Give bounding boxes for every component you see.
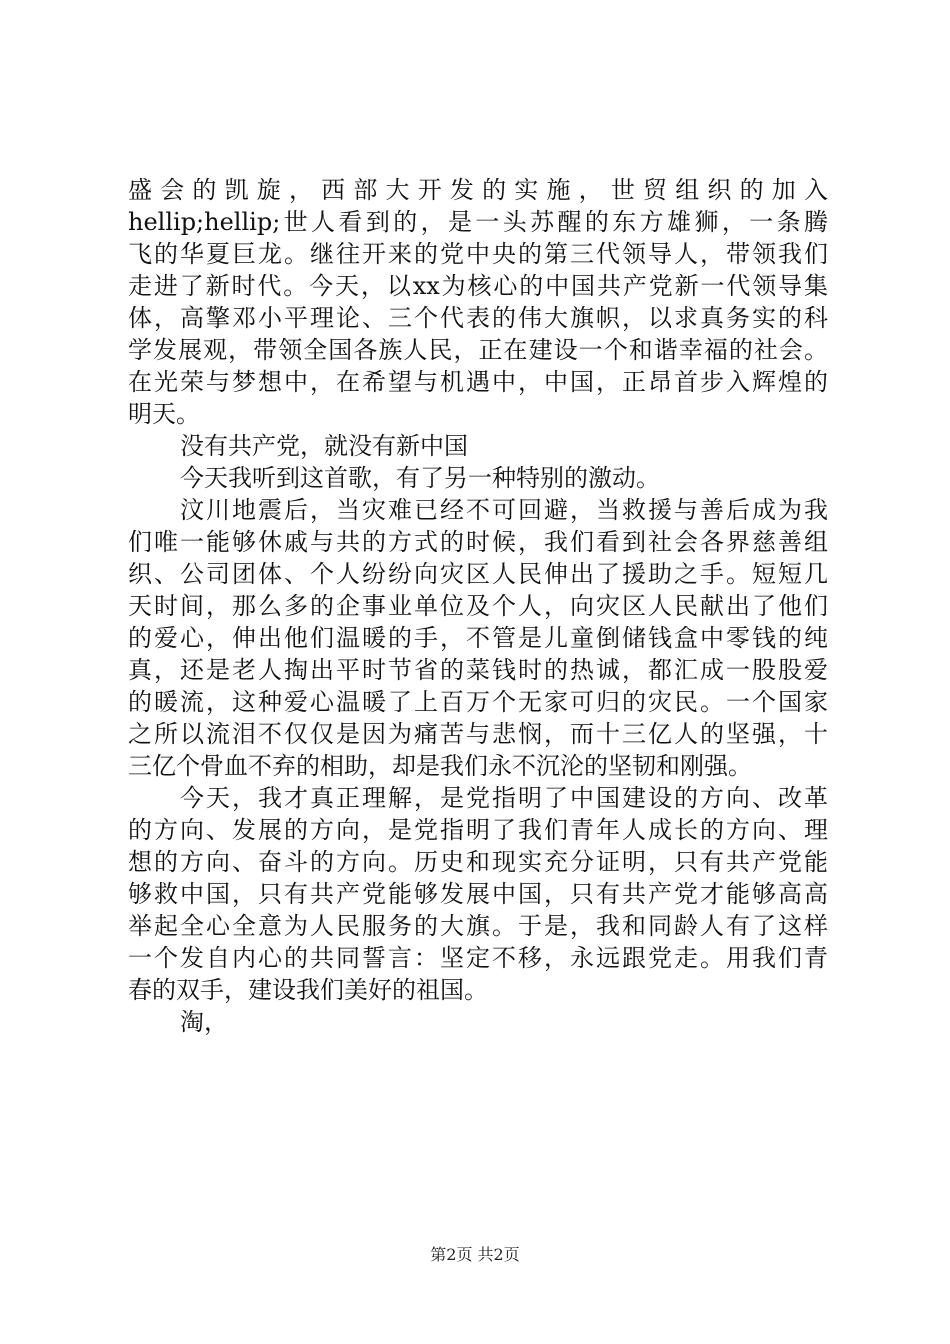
text-line: 想的方向、奋斗的方向。历史和现实充分证明，只有共产党能 <box>128 848 828 876</box>
text-line: 织、公司团体、个人纷纷向灾区人民伸出了援助之手。短短几 <box>128 560 828 588</box>
text-line: 一个发自内心的共同誓言：坚定不移，永远跟党走。用我们青 <box>128 944 828 972</box>
text-line: 的方向、发展的方向，是党指明了我们青年人成长的方向、理 <box>128 816 828 844</box>
text-line: 走进了新时代。今天，以xx为核心的中国共产党新一代领导集 <box>128 272 828 300</box>
text-line: 的爱心，伸出他们温暖的手，不管是儿童倒储钱盒中零钱的纯 <box>128 624 828 652</box>
text-line: hellip;hellip;世人看到的，是一头苏醒的东方雄狮，一条腾 <box>128 208 828 236</box>
text-line: 飞的华夏巨龙。继往开来的党中央的第三代领导人，带领我们 <box>128 240 828 268</box>
document-body <box>128 174 828 1038</box>
text-line: 学发展观，带领全国各族人民，正在建设一个和谐幸福的社会。 <box>128 336 828 364</box>
page-number-label: 第2页 共2页 <box>430 1245 520 1264</box>
text-line: 盛会的凯旋，西部大开发的实施，世贸组织的加入 <box>128 176 828 204</box>
text-line: 春的双手，建设我们美好的祖国。 <box>128 976 488 1004</box>
text-line: 体，高擎邓小平理论、三个代表的伟大旗帜，以求真务实的科 <box>128 304 828 332</box>
text-line: 在光荣与梦想中，在希望与机遇中，中国，正昂首步入辉煌的 <box>128 368 828 396</box>
text-line: 明天。 <box>128 400 200 428</box>
text-line: 汶川地震后，当灾难已经不可回避，当救援与善后成为我 <box>180 496 828 524</box>
text-line: 今天，我才真正理解，是党指明了中国建设的方向、改革 <box>180 784 828 812</box>
text-line: 的暖流，这种爱心温暖了上百万个无家可归的灾民。一个国家 <box>128 688 828 716</box>
page-footer <box>0 1244 950 1266</box>
text-line: 淘， <box>180 1008 228 1036</box>
text-line: 够救中国，只有共产党能够发展中国，只有共产党才能够高高 <box>128 880 828 908</box>
text-line: 天时间，那么多的企事业单位及个人，向灾区人民献出了他们 <box>128 592 828 620</box>
text-line: 三亿个骨血不弃的相助，却是我们永不沉沦的坚韧和刚强。 <box>128 752 752 780</box>
paragraph-heading: 没有共产党，就没有新中国 <box>180 432 468 460</box>
text-line: 真，还是老人掏出平时节省的菜钱时的热诚，都汇成一股股爱 <box>128 656 828 684</box>
text-line: 今天我听到这首歌，有了另一种特别的激动。 <box>180 464 660 492</box>
text-line: 举起全心全意为人民服务的大旗。于是，我和同龄人有了这样 <box>128 912 828 940</box>
text-line: 们唯一能够休戚与共的方式的时候，我们看到社会各界慈善组 <box>128 528 828 556</box>
text-line: 之所以流泪不仅仅是因为痛苦与悲悯，而十三亿人的坚强，十 <box>128 720 828 748</box>
